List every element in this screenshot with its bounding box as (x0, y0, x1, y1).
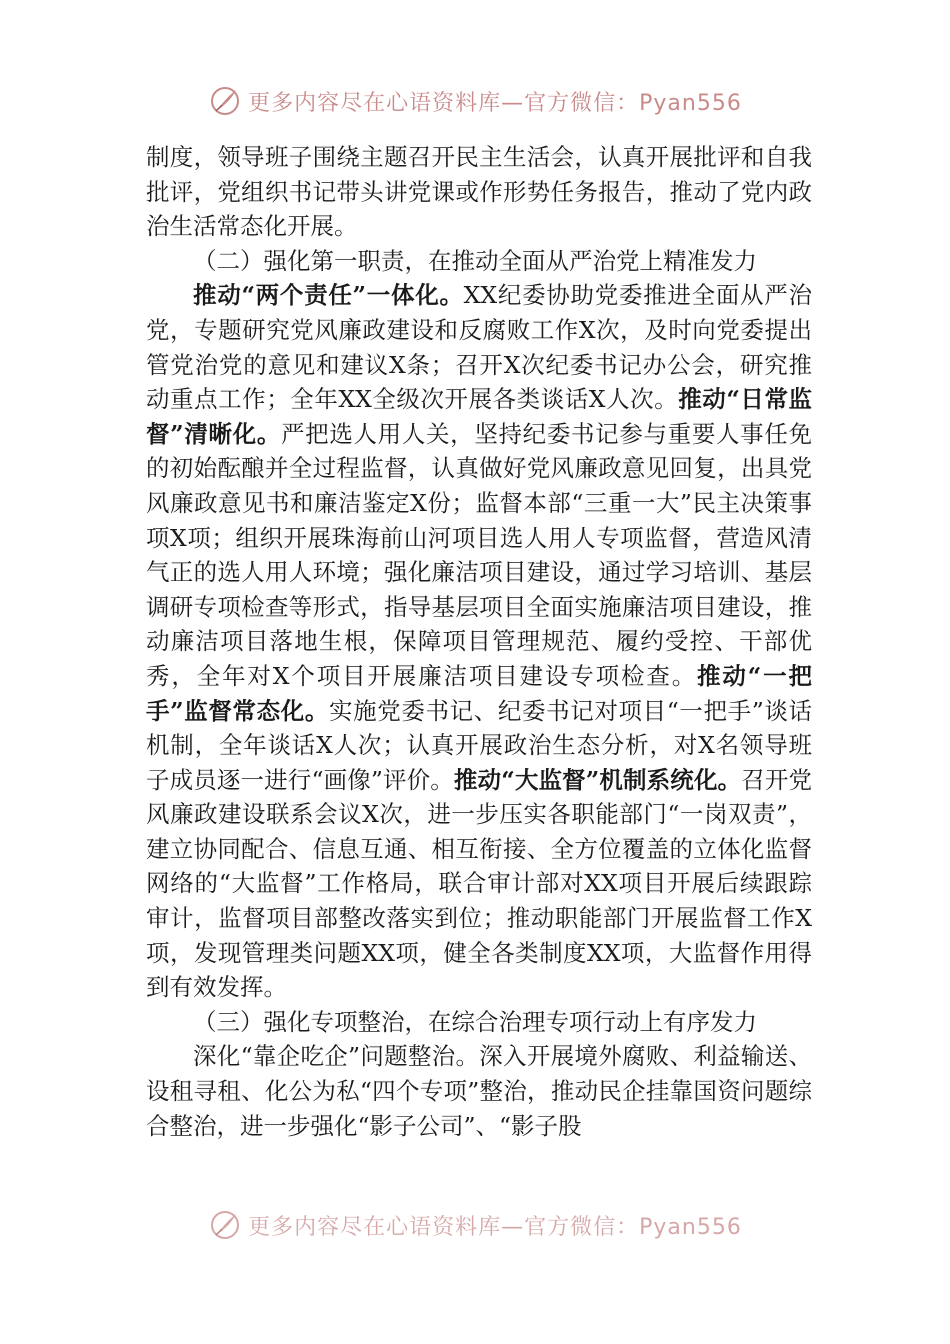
bold-lead-3: 推动“一把手”监督常态化。 (146, 661, 812, 725)
feather-pen-icon (208, 84, 242, 118)
watermark-footer (0, 1208, 950, 1242)
bold-lead-2: 推动“日常监督”清晰化。 (146, 385, 812, 448)
watermark-header (0, 84, 950, 118)
text-4: 召开党风廉政建设联系会议X次，进一步压实各职能部门“一岗双责”，建立协同配合、信息互通、相互衔接、全方位覆盖的立体化监督网络的“大监督”工作格局，联合审计部对XX项目开展后续跟踪审计，监督项目部整改落实到位；推动职能部门开展监督工作X项，发现管理类问题XX项，健全各类制度XX项，大监督作用得到有效发挥。 (146, 765, 812, 1002)
bold-lead-1: 推动“两个责任”一体化。 (193, 281, 464, 310)
paragraph-responsibility (146, 278, 812, 1004)
feather-pen-icon (208, 1208, 242, 1242)
paragraph-special-rectification: 深化“靠企吃企”问题整治。深入开展境外腐败、利益输送、设租寻租、化公为私“四个专项”整治，推动民企挂靠国资问题综合整治，进一步强化“影子公司”、“影子股 (146, 1042, 812, 1140)
watermark-text: 更多内容尽在心语资料库—官方微信：Pyan556 (248, 90, 742, 116)
document-body (146, 140, 812, 1143)
section-heading-2: （二）强化第一职责，在推动全面从严治党上精准发力 (193, 246, 757, 275)
bold-lead-4: 推动“大监督”机制系统化。 (453, 765, 742, 794)
watermark-text-footer: 更多内容尽在心语资料库—官方微信：Pyan556 (248, 1214, 742, 1240)
text-2: 严把选人用人关，坚持纪委书记参与重要人事任免的初始酝酿并全过程监督，认真做好党风廉政意见回复，出具党风廉政意见书和廉洁鉴定X份；监督本部“三重一大”民主决策事项X项；组织开展珠海前山河项目选人用人专项监督，营造风清气正的选人用人环境；强化廉洁项目建设，通过学习培训、基层调研专项检查等形式，指导基层项目全面实施廉洁项目建设，推动廉洁项目落地生根，保障项目管理规范、履约受控、干部优秀，全年对X个项目开展廉洁项目建设专项检查。 (146, 419, 812, 690)
paragraph-continuation: 制度，领导班子围绕主题召开民主生活会，认真开展批评和自我批评，党组织书记带头讲党课或作形势任务报告，推动了党内政治生活常态化开展。 (146, 143, 812, 241)
section-heading-3: （三）强化专项整治，在综合治理专项行动上有序发力 (193, 1007, 757, 1036)
text-1: XX纪委协助党委推进全面从严治党，专题研究党风廉政建设和反腐败工作X次，及时向党委提出管党治党的意见和建议X条；召开X次纪委书记办公会，研究推动重点工作；全年XX全级次开展各类谈话X人次。 (146, 281, 812, 414)
text-3: 实施党委书记、纪委书记对项目“一把手”谈话机制，全年谈话X人次；认真开展政治生态分析，对X名领导班子成员逐一进行“画像”评价。 (146, 696, 812, 794)
